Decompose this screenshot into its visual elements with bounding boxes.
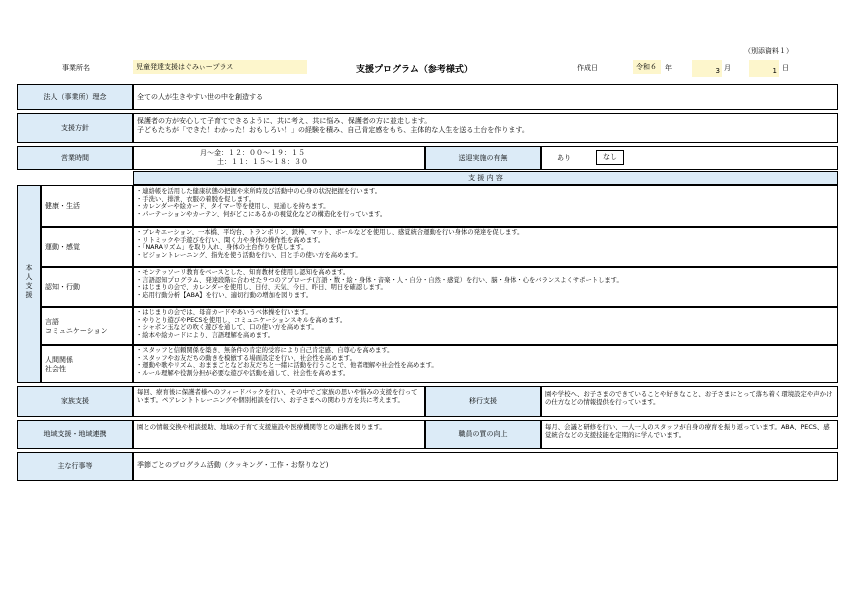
- family-cell: [133, 386, 425, 417]
- language-label-line2: コミュニケーション: [45, 327, 108, 335]
- policy-line: 子どもたちが「できた！わかった！おもしろい！」の経験を積み、自己肯定感をもち、主体的な人生を送る土台を作ります。: [137, 126, 529, 134]
- hours-saturday: 土：１１：１５～１８：３０: [217, 158, 308, 166]
- social-content: [133, 345, 838, 383]
- cognition-line: ・応用行動分析【ABA】を行い、適切行動の増加を図ります。: [136, 291, 313, 299]
- policy-line: 保護者の方が安心して子育てできるように、共に考え、共に悩み、保護者の方に並走します。: [137, 117, 432, 125]
- transport-cell: [541, 146, 838, 170]
- community-text: 園との情報交換や相談援助、地域の子育て支援施設や医療機関等との連携を図ります。: [137, 423, 386, 431]
- document-title: 支援プログラム（参考様式）: [356, 65, 473, 75]
- philosophy-text: 全ての人が生きやすい世の中を創造する: [137, 92, 263, 101]
- health-line: ・手洗い、排泄、衣服の着脱を促します。: [136, 195, 256, 203]
- transport-no-circled: なし: [596, 150, 624, 165]
- staff-quality-label: 職員の質の向上: [425, 420, 541, 449]
- family-text: 毎回、療育後に保護者様へのフィードバックを行い、その中でご家族の思いや悩みの支援を行っています。ペアレントトレーニングや個別相談を行い、お子さまへの関わり方を共に考えます。: [137, 388, 418, 405]
- office-name-field: [133, 60, 307, 74]
- social-label-line1: 人間関係: [45, 356, 73, 364]
- cognition-line: ・言語認知プログラム、発達段階に合わせた９つのアプローチ(言語・数・絵・身体・音楽・人・自分・自然・感覚）を行い、脳・身体・心をバランスよくサポートします。: [136, 276, 623, 284]
- hours-label: 営業時間: [17, 146, 133, 170]
- cognition-content: [133, 267, 838, 307]
- community-label: 地域支援・地域連携: [17, 420, 133, 449]
- staff-quality-cell: [541, 420, 838, 449]
- cognition-line: ・はじまりの会で、カレンダーを使用し、日付、天気、今日、昨日、明日を確認します。: [136, 284, 387, 292]
- events-text: 季節ごとのプログラム活動（クッキング・工作・お祭りなど): [137, 461, 329, 469]
- philosophy-cell: [133, 84, 838, 110]
- hours-cell: [133, 146, 425, 170]
- era-field: [633, 60, 661, 74]
- language-line: ・はじまりの会では、母音カードやあいうべ体操を行います。: [136, 309, 312, 316]
- transport-label: 送迎実施の有無: [425, 146, 541, 170]
- policy-cell: [133, 113, 838, 143]
- office-label: 事業所名: [62, 64, 90, 72]
- motor-line: ・「NARAリズム」を取り入れ、身体の土台作りを促します。: [136, 244, 308, 252]
- personal-support-label-text: 本人支援: [25, 264, 33, 299]
- motor-line: ・ビジョントレーニング、指先を使う活動を行い、目と手の使い方を高めます。: [136, 251, 362, 259]
- day-field: [749, 60, 779, 77]
- month-field: [692, 60, 722, 77]
- transition-text: 園や学校へ、お子さまのできていることや好きなこと、お子さまにとって落ち着く環境設定や声かけの仕方などの情報提供を行っています。: [545, 390, 833, 407]
- created-label: 作成日: [577, 64, 598, 72]
- support-content-header: 支 援 内 容: [133, 171, 838, 185]
- motor-line: ・ブレキエーション、一本橋、平均台、トランポリン、鉄棒、マット、ボールなどを使用し、感覚統合運動を行い身体の発達を促します。: [136, 229, 524, 236]
- language-line: ・やりとり遊びやPECSを使用し、コミュニケーションスキルを高めます。: [136, 316, 347, 324]
- events-label: 主な行事等: [17, 452, 133, 481]
- social-line: ・スタッフやお友だちの動きを模倣する場面設定を行い、社会性を高めます。: [136, 354, 356, 362]
- social-label: [41, 345, 133, 383]
- health-line: ・連絡帳を活用した健康状態の把握や来所時及び活動中の心身の状況把握を行います。: [136, 188, 382, 195]
- cognition-label: 認知・行動: [41, 267, 133, 307]
- appendix-note: （別添資料１）: [744, 47, 793, 55]
- day-unit: 日: [782, 64, 789, 72]
- day-value: 1: [772, 67, 777, 75]
- language-label-line1: 言語: [45, 318, 59, 326]
- philosophy-label: 法人（事業所）理念: [17, 84, 133, 110]
- health-content: [133, 185, 838, 227]
- motor-content: [133, 227, 838, 267]
- year-unit: 年: [665, 64, 672, 72]
- language-content: [133, 307, 838, 345]
- social-line: ・運動や歌やリズム、おままごとなどお友だちと一緒に活動を行うことで、他者理解や社会性を高めます。: [136, 362, 438, 370]
- health-label: 健康・生活: [41, 185, 133, 227]
- office-name: 児童発達支援はぐみぃープラス: [136, 63, 234, 71]
- health-line: ・パーテーションやカーテン、何がどこにあるかの視覚化などの構造化を行っています。: [136, 210, 387, 218]
- transition-cell: [541, 386, 838, 417]
- language-label: [41, 307, 133, 345]
- social-line: ・スタッフと信頼関係を築き、無条件の肯定的受容により自己肯定感、自尊心を高めます。: [136, 347, 394, 354]
- health-line: ・カレンダーや絵カード、タイマー等を使用し、見通しを持ちます。: [136, 203, 330, 211]
- motor-line: ・リトミックや手遊びを行い、聞く力や身体の操作性を高めます。: [136, 236, 325, 244]
- motor-label: 運動・感覚: [41, 227, 133, 267]
- language-line: ・絵本や絵カードにより、言語理解を高めます。: [136, 331, 275, 339]
- family-label: 家族支援: [17, 386, 133, 417]
- community-cell: [133, 420, 425, 449]
- policy-label: 支援方針: [17, 113, 133, 143]
- month-value: 3: [715, 67, 720, 75]
- cognition-line: ・モンテッソーリ教育をベースとした、知育教材を使用し認知を高めます。: [136, 269, 350, 276]
- era-value: 令和６: [636, 63, 657, 71]
- social-label-line2: 社会性: [45, 365, 66, 373]
- transition-label: 移行支援: [425, 386, 541, 417]
- month-unit: 月: [724, 64, 731, 72]
- transport-yes: あり: [557, 154, 571, 162]
- language-line: ・シャボン玉などの吹く遊びを通して、口の使い方を高めます。: [136, 324, 318, 332]
- social-line: ・ルール理解や役割分担が必要な遊びや活動を通して、社会性を高めます。: [136, 369, 350, 377]
- events-cell: [133, 452, 838, 481]
- staff-quality-text: 毎月、会議と研修を行い、一人一人のスタッフが自身の療育を振り返っています。ABA、PECS、感覚統合などの支援技能を定期的に学んでいます。: [545, 423, 830, 440]
- hours-weekday: 月～金：１２：００～１９：１５: [200, 149, 305, 157]
- personal-support-label: [17, 185, 41, 383]
